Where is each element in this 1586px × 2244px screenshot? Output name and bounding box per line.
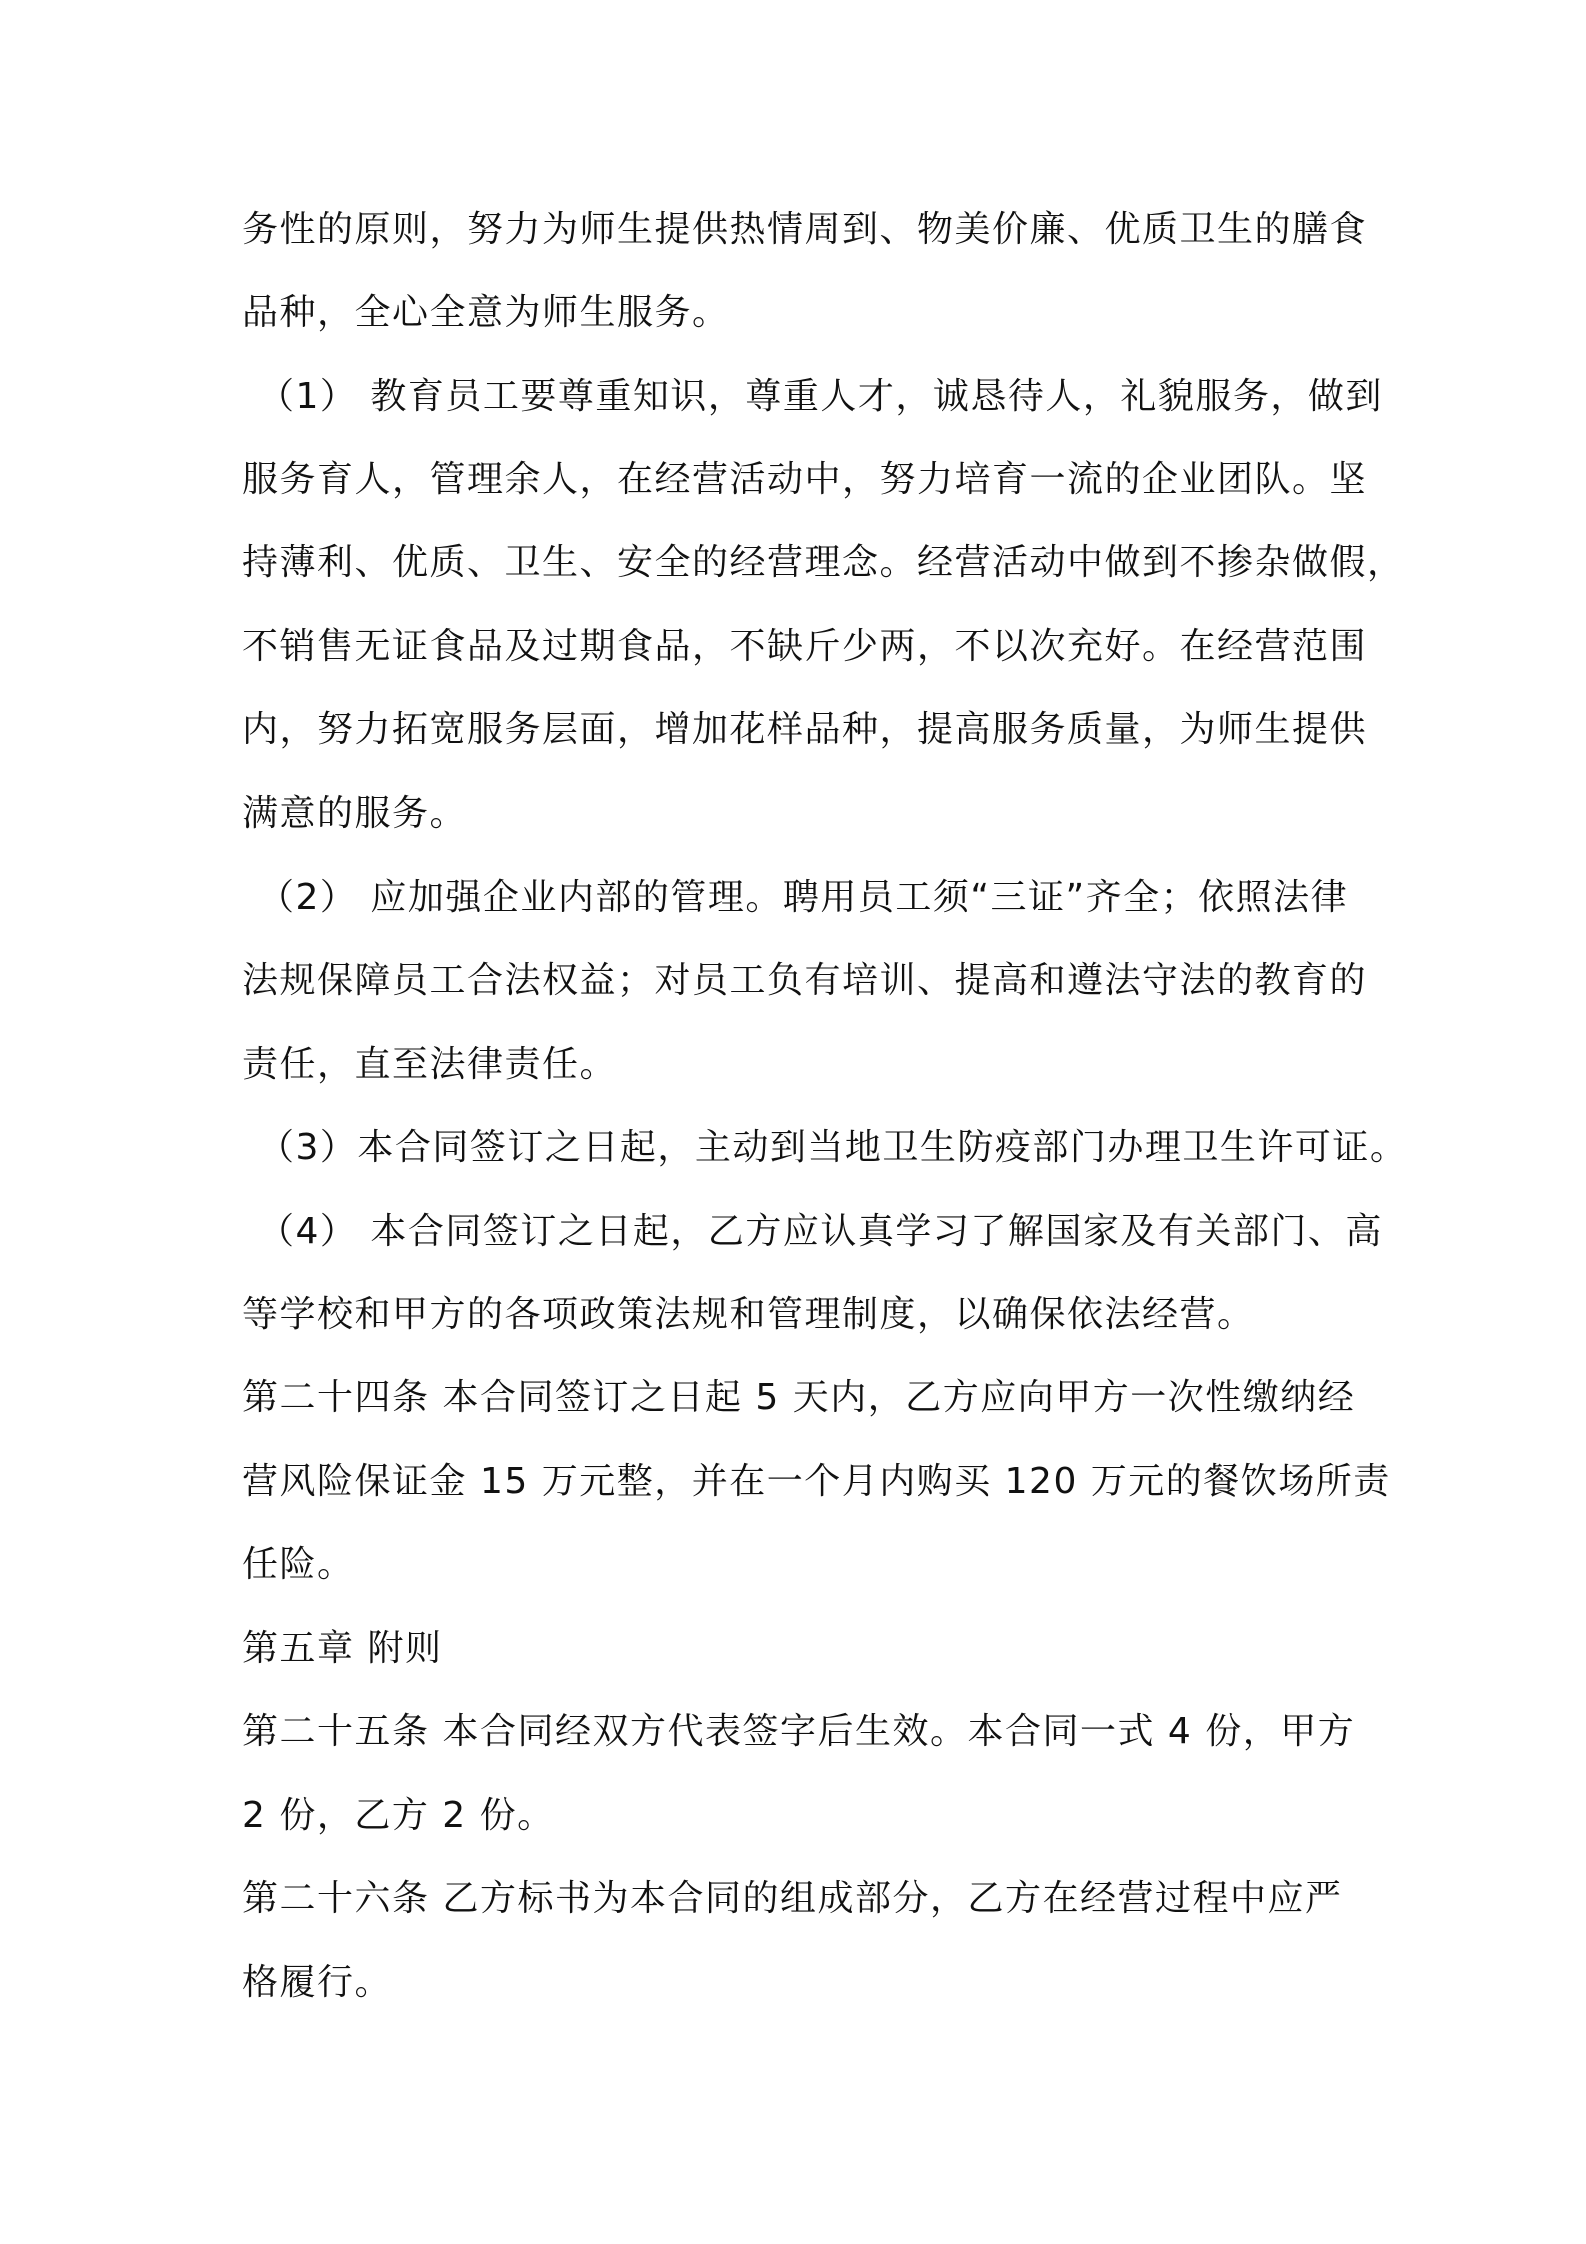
- text-line: 不销售无证食品及过期食品，不缺斤少两，不以次充好。在经营范围: [242, 626, 1368, 667]
- text-line: 持薄利、优质、卫生、安全的经营理念。经营活动中做到不掺杂做假，: [242, 542, 1405, 583]
- text-line: 营风险保证金 15 万元整，并在一个月内购买 120 万元的餐饮场所责: [242, 1461, 1391, 1502]
- text-line: （2） 应加强企业内部的管理。聘用员工须“三证”齐全；依照法律: [258, 877, 1349, 918]
- text-line: 服务育人，管理余人，在经营活动中，努力培育一流的企业团队。坚: [242, 459, 1368, 500]
- text-line: 法规保障员工合法权益；对员工负有培训、提高和遵法守法的教育的: [242, 960, 1368, 1001]
- text-line: 等学校和甲方的各项政策法规和管理制度，以确保依法经营。: [242, 1294, 1255, 1335]
- text-line: 务性的原则，努力为师生提供热情周到、物美价廉、优质卫生的膳食: [242, 209, 1368, 250]
- text-line: 品种，全心全意为师生服务。: [242, 292, 730, 333]
- text-line: 第二十四条 本合同签订之日起 5 天内，乙方应向甲方一次性缴纳经: [242, 1377, 1356, 1418]
- section-heading: 第五章 附则: [242, 1628, 443, 1669]
- text-line: （3）本合同签订之日起，主动到当地卫生防疫部门办理卫生许可证。: [258, 1127, 1408, 1168]
- text-line: 责任，直至法律责任。: [242, 1044, 618, 1085]
- text-line: 满意的服务。: [242, 793, 468, 834]
- text-line: 任险。: [242, 1544, 355, 1585]
- text-line: 2 份，乙方 2 份。: [242, 1795, 555, 1836]
- text-line: 内，努力拓宽服务层面，增加花样品种，提高服务质量，为师生提供: [242, 709, 1368, 750]
- text-line: （4） 本合同签订之日起，乙方应认真学习了解国家及有关部门、高: [258, 1211, 1383, 1252]
- text-line: （1） 教育员工要尊重知识，尊重人才，诚恳待人，礼貌服务，做到: [258, 376, 1383, 417]
- text-line: 格履行。: [242, 1962, 393, 2003]
- text-line: 第二十五条 本合同经双方代表签字后生效。本合同一式 4 份，甲方: [242, 1711, 1356, 1752]
- text-line: 第二十六条 乙方标书为本合同的组成部分，乙方在经营过程中应严: [242, 1878, 1343, 1919]
